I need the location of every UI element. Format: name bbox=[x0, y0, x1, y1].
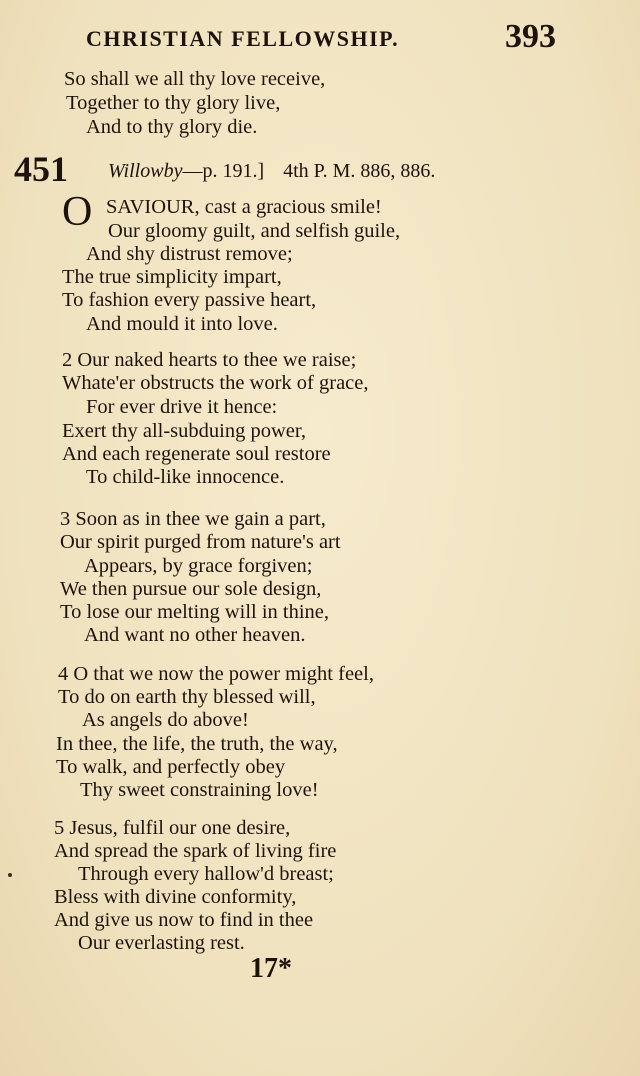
prev-hymn-line-3: And to thy glory die. bbox=[86, 116, 258, 138]
running-title: CHRISTIAN FELLOWSHIP. bbox=[86, 26, 400, 51]
signature-mark: 17* bbox=[250, 953, 292, 984]
hymn-number: 451 bbox=[14, 149, 68, 189]
meter: 4th P. M. 886, 886. bbox=[283, 160, 436, 182]
tune-reference: —p. 191.] bbox=[182, 160, 265, 182]
stanza5-line-5: And give us now to find in thee bbox=[54, 909, 314, 931]
stanza4-line-6: Thy sweet constraining love! bbox=[80, 779, 319, 801]
stanza5-line-4: Bless with divine conformity, bbox=[54, 886, 297, 908]
stanza3-line-4: We then pursue our sole design, bbox=[60, 578, 322, 600]
ink-speck bbox=[8, 873, 12, 877]
stanza4-line-3: As angels do above! bbox=[82, 709, 249, 731]
stanza3-line-5: To lose our melting will in thine, bbox=[60, 601, 330, 623]
tune-line bbox=[108, 160, 435, 183]
stanza1-line-4: The true simplicity impart, bbox=[62, 266, 282, 288]
stanza4-line-5: To walk, and perfectly obey bbox=[56, 756, 286, 778]
stanza4-line-2: To do on earth thy blessed will, bbox=[58, 686, 316, 708]
stanza3-line-2: Our spirit purged from nature's art bbox=[60, 531, 341, 553]
stanza2-line-5: And each regenerate soul restore bbox=[62, 443, 331, 465]
stanza1-line-3: And shy distrust remove; bbox=[86, 243, 293, 265]
prev-hymn-line-2: Together to thy glory live, bbox=[66, 92, 281, 114]
stanza2-line-4: Exert thy all-subduing power, bbox=[62, 420, 306, 442]
page-header bbox=[86, 18, 566, 58]
tune-name: Willowby bbox=[108, 160, 183, 182]
stanza1-line-6: And mould it into love. bbox=[86, 313, 278, 335]
prev-hymn-line-1: So shall we all thy love receive, bbox=[64, 68, 326, 90]
stanza1-line-1: SAVIOUR, cast a gracious smile! bbox=[106, 196, 382, 218]
stanza4-line-4: In thee, the life, the truth, the way, bbox=[56, 733, 338, 755]
stanza1-line-2: Our gloomy guilt, and selfish guile, bbox=[108, 220, 401, 242]
page-number: 393 bbox=[505, 18, 556, 55]
stanza4-line-1: 4 O that we now the power might feel, bbox=[58, 663, 374, 685]
stanza3-line-1: 3 Soon as in thee we gain a part, bbox=[60, 508, 326, 530]
stanza3-line-6: And want no other heaven. bbox=[84, 624, 306, 646]
stanza5-line-1: 5 Jesus, fulfil our one desire, bbox=[54, 817, 291, 839]
stanza5-line-2: And spread the spark of living fire bbox=[54, 840, 337, 862]
drop-cap: O bbox=[62, 189, 93, 235]
stanza2-line-3: For ever drive it hence: bbox=[86, 396, 278, 418]
stanza2-line-2: Whate'er obstructs the work of grace, bbox=[62, 372, 369, 394]
stanza2-line-6: To child-like innocence. bbox=[86, 466, 285, 488]
stanza3-line-3: Appears, by grace forgiven; bbox=[84, 555, 313, 577]
stanza5-line-3: Through every hallow'd breast; bbox=[78, 863, 334, 885]
stanza1-line-5: To fashion every passive heart, bbox=[62, 289, 317, 311]
stanza5-line-6: Our everlasting rest. bbox=[78, 932, 245, 954]
stanza2-line-1: 2 Our naked hearts to thee we raise; bbox=[62, 349, 357, 371]
